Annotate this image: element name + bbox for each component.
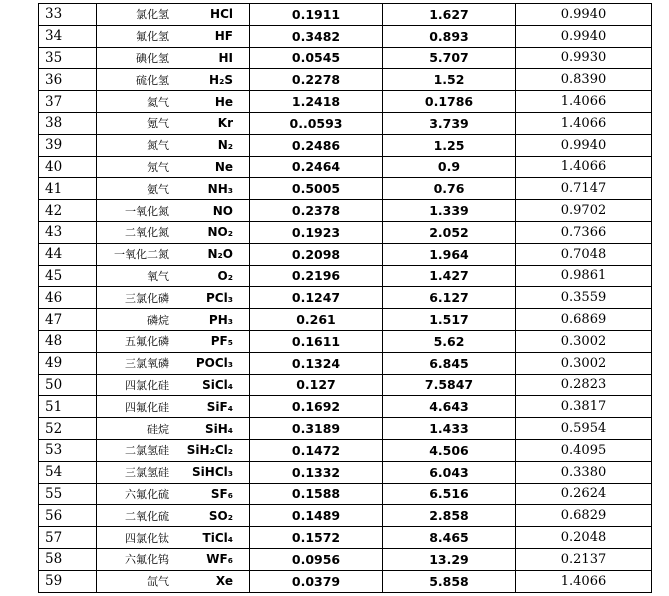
value-a-cell: 0.5005 [250, 178, 383, 200]
row-number: 34 [39, 25, 97, 47]
table-row [39, 330, 652, 352]
conversion-factor-cell: 0.8390 [516, 69, 652, 91]
value-a-cell: 0.1332 [250, 461, 383, 483]
conversion-factor-cell: 0.5954 [516, 418, 652, 440]
gas-chinese-name: 硫化氢 [136, 73, 169, 87]
row-number: 56 [39, 505, 97, 527]
gas-name-cell [97, 418, 250, 440]
density-cell: 1.433 [383, 418, 516, 440]
table-row [39, 47, 652, 69]
conversion-factor-cell: 0.4095 [516, 439, 652, 461]
gas-formula: NH₃ [207, 181, 233, 196]
row-number: 46 [39, 287, 97, 309]
row-number: 54 [39, 461, 97, 483]
gas-formula: Ne [214, 159, 233, 174]
conversion-factor-cell: 1.4066 [516, 156, 652, 178]
value-a-cell: 0.1572 [250, 527, 383, 549]
row-number: 37 [39, 91, 97, 113]
gas-chinese-name: 氪气 [147, 117, 169, 131]
table-row [39, 505, 652, 527]
table-row [39, 25, 652, 47]
gas-chinese-name: 氙气 [147, 575, 169, 589]
value-a-cell: 0.1692 [250, 396, 383, 418]
gas-name-cell [97, 243, 250, 265]
conversion-factor-cell: 0.2048 [516, 527, 652, 549]
gas-formula: Xe [215, 574, 233, 589]
row-number: 39 [39, 134, 97, 156]
gas-formula: SF₆ [210, 486, 233, 501]
gas-name-cell [97, 439, 250, 461]
conversion-factor-cell: 0.6829 [516, 505, 652, 527]
density-cell: 6.516 [383, 483, 516, 505]
value-a-cell: 0.3189 [250, 418, 383, 440]
gas-formula: SiH₄ [204, 421, 233, 436]
conversion-factor-cell: 0.7366 [516, 221, 652, 243]
value-a-cell: 0.1247 [250, 287, 383, 309]
conversion-factor-cell: 1.4066 [516, 91, 652, 113]
gas-chinese-name: 三氯氢硅 [125, 466, 169, 480]
density-cell: 6.043 [383, 461, 516, 483]
gas-formula: PF₅ [210, 334, 233, 349]
gas-name-cell [97, 25, 250, 47]
density-cell: 4.506 [383, 439, 516, 461]
row-number: 48 [39, 330, 97, 352]
table-row [39, 418, 652, 440]
table-row [39, 548, 652, 570]
conversion-factor-cell: 0.3002 [516, 330, 652, 352]
row-number: 55 [39, 483, 97, 505]
conversion-factor-cell: 0.7147 [516, 178, 652, 200]
density-cell: 8.465 [383, 527, 516, 549]
table-row [39, 156, 652, 178]
gas-name-cell [97, 221, 250, 243]
value-a-cell: 0.0379 [250, 570, 383, 592]
gas-chinese-name: 六氟化硫 [125, 487, 169, 501]
gas-chinese-name: 氧气 [147, 269, 169, 283]
gas-formula: TiCl₄ [202, 530, 233, 545]
value-a-cell: 0.2378 [250, 200, 383, 222]
density-cell: 5.707 [383, 47, 516, 69]
table-row [39, 374, 652, 396]
density-cell: 1.627 [383, 4, 516, 26]
gas-chinese-name: 四氟化硅 [125, 400, 169, 414]
conversion-factor-cell: 0.3559 [516, 287, 652, 309]
row-number: 40 [39, 156, 97, 178]
gas-formula: He [214, 94, 233, 109]
gas-name-cell [97, 287, 250, 309]
value-a-cell: 0.2196 [250, 265, 383, 287]
row-number: 59 [39, 570, 97, 592]
gas-name-cell [97, 527, 250, 549]
density-cell: 5.858 [383, 570, 516, 592]
density-cell: 4.643 [383, 396, 516, 418]
gas-name-cell [97, 156, 250, 178]
gas-chinese-name: 氯化氢 [136, 8, 169, 22]
table-row [39, 69, 652, 91]
gas-formula: Kr [217, 116, 233, 131]
row-number: 43 [39, 221, 97, 243]
row-number: 47 [39, 309, 97, 331]
gas-chinese-name: 六氟化钨 [125, 553, 169, 567]
gas-formula: H₂S [209, 72, 233, 87]
table-row [39, 527, 652, 549]
table-row [39, 352, 652, 374]
gas-name-cell [97, 505, 250, 527]
gas-chinese-name: 氮气 [147, 139, 169, 153]
gas-name-cell [97, 548, 250, 570]
table-row [39, 221, 652, 243]
value-a-cell: 0.2098 [250, 243, 383, 265]
gas-formula: NO₂ [207, 225, 233, 240]
gas-chinese-name: 氖气 [147, 160, 169, 174]
density-cell: 1.25 [383, 134, 516, 156]
table-row [39, 134, 652, 156]
value-a-cell: 0.1472 [250, 439, 383, 461]
gas-chinese-name: 四氯化钛 [125, 531, 169, 545]
gas-formula: N₂O [207, 247, 233, 262]
row-number: 52 [39, 418, 97, 440]
table-row [39, 4, 652, 26]
density-cell: 1.517 [383, 309, 516, 331]
gas-name-cell [97, 570, 250, 592]
gas-formula: NO [212, 203, 233, 218]
value-a-cell: 0.1611 [250, 330, 383, 352]
table-row [39, 287, 652, 309]
gas-formula: WF₆ [206, 552, 233, 567]
density-cell: 6.127 [383, 287, 516, 309]
gas-chinese-name: 一氧化二氮 [114, 248, 169, 262]
table-row [39, 396, 652, 418]
density-cell: 2.858 [383, 505, 516, 527]
value-a-cell: 0.1324 [250, 352, 383, 374]
gas-name-cell [97, 178, 250, 200]
density-cell: 13.29 [383, 548, 516, 570]
conversion-factor-cell: 0.7048 [516, 243, 652, 265]
gas-formula: SiHCl₃ [192, 465, 233, 480]
gas-name-cell [97, 309, 250, 331]
value-a-cell: 0.2486 [250, 134, 383, 156]
gas-chinese-name: 硅烷 [147, 422, 169, 436]
row-number: 51 [39, 396, 97, 418]
gas-formula: POCl₃ [195, 356, 233, 371]
gas-chinese-name: 二氯氢硅 [125, 444, 169, 458]
value-a-cell: 0.127 [250, 374, 383, 396]
value-a-cell: 0.1489 [250, 505, 383, 527]
value-a-cell: 0.2278 [250, 69, 383, 91]
value-a-cell: 0..0593 [250, 112, 383, 134]
gas-chinese-name: 氟化氢 [136, 30, 169, 44]
table-row [39, 112, 652, 134]
conversion-factor-cell: 0.9940 [516, 25, 652, 47]
row-number: 53 [39, 439, 97, 461]
gas-formula: SiF₄ [206, 399, 233, 414]
density-cell: 1.427 [383, 265, 516, 287]
gas-name-cell [97, 134, 250, 156]
value-a-cell: 0.0545 [250, 47, 383, 69]
value-a-cell: 0.1911 [250, 4, 383, 26]
conversion-factor-cell: 0.2137 [516, 548, 652, 570]
gas-name-cell [97, 69, 250, 91]
row-number: 58 [39, 548, 97, 570]
gas-formula: HI [218, 50, 233, 65]
row-number: 33 [39, 4, 97, 26]
conversion-factor-cell: 0.2823 [516, 374, 652, 396]
value-a-cell: 0.0956 [250, 548, 383, 570]
row-number: 45 [39, 265, 97, 287]
gas-chinese-name: 碘化氢 [136, 51, 169, 65]
gas-chinese-name: 氨气 [147, 182, 169, 196]
density-cell: 5.62 [383, 330, 516, 352]
gas-name-cell [97, 330, 250, 352]
density-cell: 6.845 [383, 352, 516, 374]
gas-formula: O₂ [217, 268, 233, 283]
gas-formula: PCl₃ [206, 290, 233, 305]
row-number: 35 [39, 47, 97, 69]
gas-formula: SiCl₄ [202, 377, 233, 392]
gas-name-cell [97, 200, 250, 222]
gas-chinese-name: 三氯氧磷 [125, 357, 169, 371]
conversion-factor-cell: 0.9940 [516, 134, 652, 156]
table-row [39, 570, 652, 592]
gas-name-cell [97, 483, 250, 505]
conversion-factor-cell: 0.9940 [516, 4, 652, 26]
table-row [39, 483, 652, 505]
gas-formula: HF [214, 29, 233, 44]
table-row [39, 265, 652, 287]
gas-formula: SO₂ [208, 508, 233, 523]
row-number: 49 [39, 352, 97, 374]
gas-name-cell [97, 4, 250, 26]
row-number: 44 [39, 243, 97, 265]
row-number: 36 [39, 69, 97, 91]
gas-name-cell [97, 91, 250, 113]
gas-name-cell [97, 374, 250, 396]
table-row [39, 178, 652, 200]
gas-chinese-name: 二氧化氮 [125, 226, 169, 240]
table-row [39, 309, 652, 331]
conversion-factor-cell: 1.4066 [516, 112, 652, 134]
row-number: 42 [39, 200, 97, 222]
gas-formula: PH₃ [208, 312, 233, 327]
conversion-factor-cell: 0.3817 [516, 396, 652, 418]
gas-chinese-name: 磷烷 [147, 313, 169, 327]
value-a-cell: 0.3482 [250, 25, 383, 47]
density-cell: 1.339 [383, 200, 516, 222]
gas-chinese-name: 一氧化氮 [125, 204, 169, 218]
table-body [39, 4, 652, 593]
conversion-factor-cell: 0.2624 [516, 483, 652, 505]
row-number: 41 [39, 178, 97, 200]
gas-name-cell [97, 47, 250, 69]
density-cell: 0.1786 [383, 91, 516, 113]
gas-formula: N₂ [217, 138, 233, 153]
row-number: 57 [39, 527, 97, 549]
table-row [39, 439, 652, 461]
value-a-cell: 0.2464 [250, 156, 383, 178]
gas-name-cell [97, 265, 250, 287]
gas-formula: HCl [210, 7, 233, 22]
value-a-cell: 0.1588 [250, 483, 383, 505]
density-cell: 0.9 [383, 156, 516, 178]
conversion-factor-cell: 1.4066 [516, 570, 652, 592]
table-row [39, 200, 652, 222]
table-row [39, 91, 652, 113]
conversion-factor-cell: 0.9930 [516, 47, 652, 69]
conversion-factor-cell: 0.9702 [516, 200, 652, 222]
gas-name-cell [97, 352, 250, 374]
row-number: 50 [39, 374, 97, 396]
gas-chinese-name: 三氯化磷 [125, 291, 169, 305]
gas-property-table [38, 3, 652, 593]
gas-chinese-name: 五氟化磷 [125, 335, 169, 349]
gas-name-cell [97, 112, 250, 134]
gas-name-cell [97, 396, 250, 418]
gas-chinese-name: 二氧化硫 [125, 509, 169, 523]
density-cell: 7.5847 [383, 374, 516, 396]
value-a-cell: 1.2418 [250, 91, 383, 113]
value-a-cell: 0.261 [250, 309, 383, 331]
gas-chinese-name: 四氯化硅 [125, 378, 169, 392]
conversion-factor-cell: 0.9861 [516, 265, 652, 287]
row-number: 38 [39, 112, 97, 134]
density-cell: 2.052 [383, 221, 516, 243]
density-cell: 1.964 [383, 243, 516, 265]
density-cell: 1.52 [383, 69, 516, 91]
conversion-factor-cell: 0.6869 [516, 309, 652, 331]
density-cell: 0.893 [383, 25, 516, 47]
table-row [39, 461, 652, 483]
conversion-factor-cell: 0.3380 [516, 461, 652, 483]
conversion-factor-cell: 0.3002 [516, 352, 652, 374]
table-row [39, 243, 652, 265]
value-a-cell: 0.1923 [250, 221, 383, 243]
density-cell: 3.739 [383, 112, 516, 134]
gas-formula: SiH₂Cl₂ [186, 443, 233, 458]
gas-chinese-name: 氦气 [147, 95, 169, 109]
density-cell: 0.76 [383, 178, 516, 200]
gas-name-cell [97, 461, 250, 483]
